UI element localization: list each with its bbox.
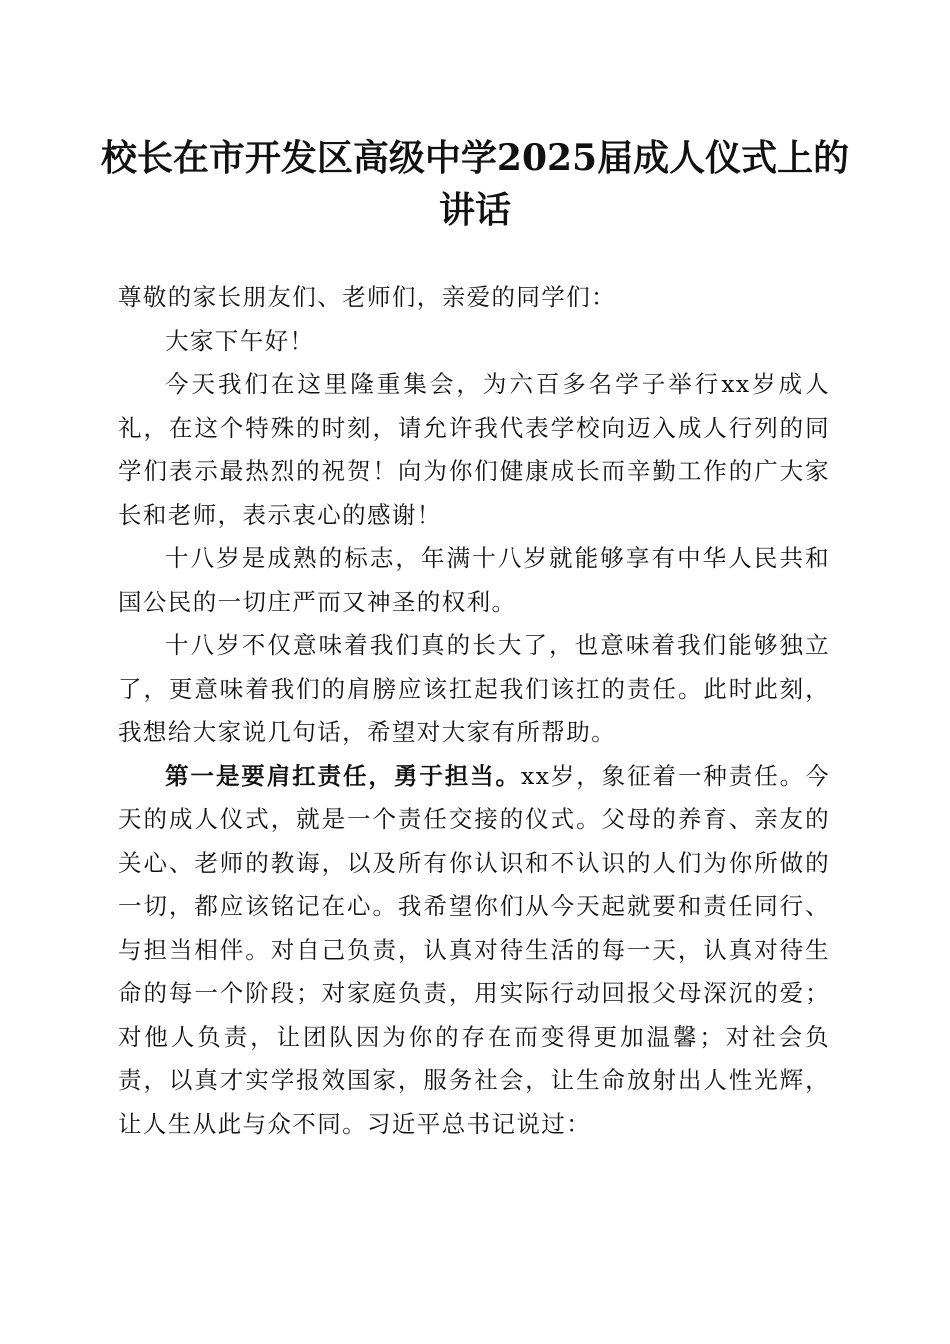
greeting: 大家下午好！ <box>165 326 315 355</box>
paragraph-point-one <box>118 755 830 1147</box>
document-body <box>118 276 830 1146</box>
document-title: 校长在市开发区高级中学2025届成人仪式上的讲话 <box>100 137 850 231</box>
point-one-lead: 第一是要肩扛责任，勇于担当。 <box>165 761 521 790</box>
salutation: 尊敬的家长朋友们、老师们，亲爱的同学们： <box>118 283 616 311</box>
point-one-text: xx岁，象征着一种责任。今天的成人仪式，就是一个责任交接的仪式。父母的养育、亲友的关心、老师的教诲，以及所有你认识和不认识的人们为你所做的一切，都应该铭记在心。我希望你们从今天起就要和责任同行、与担当相伴。对自己负责，认真对待生活的每一天，认真对待生命的每一个阶段；对家庭负责，用实际行动回报父母深沉的爱；对他人负责，让团队因为你的存在而变得更加温馨；对社会负责，以真才实学报效国家，服务社会，让生命放射出人性光辉，让人生从此与众不同。习近平总书记说过： <box>118 761 830 1138</box>
paragraph-2: 十八岁是成熟的标志，年满十八岁就能够享有中华人民共和国公民的一切庄严而又神圣的权利。 <box>118 544 830 616</box>
paragraph-3: 十八岁不仅意味着我们真的长大了，也意味着我们能够独立了，更意味着我们的肩膀应该扛起我们该扛的责任。此时此刻，我想给大家说几句话，希望对大家有所帮助。 <box>118 631 830 746</box>
paragraph-1: 今天我们在这里隆重集会，为六百多名学子举行xx岁成人礼，在这个特殊的时刻，请允许我代表学校向迈入成人行列的同学们表示最热烈的祝贺！向为你们健康成长而辛勤工作的广大家长和老师，表示衷心的感谢！ <box>118 370 830 529</box>
